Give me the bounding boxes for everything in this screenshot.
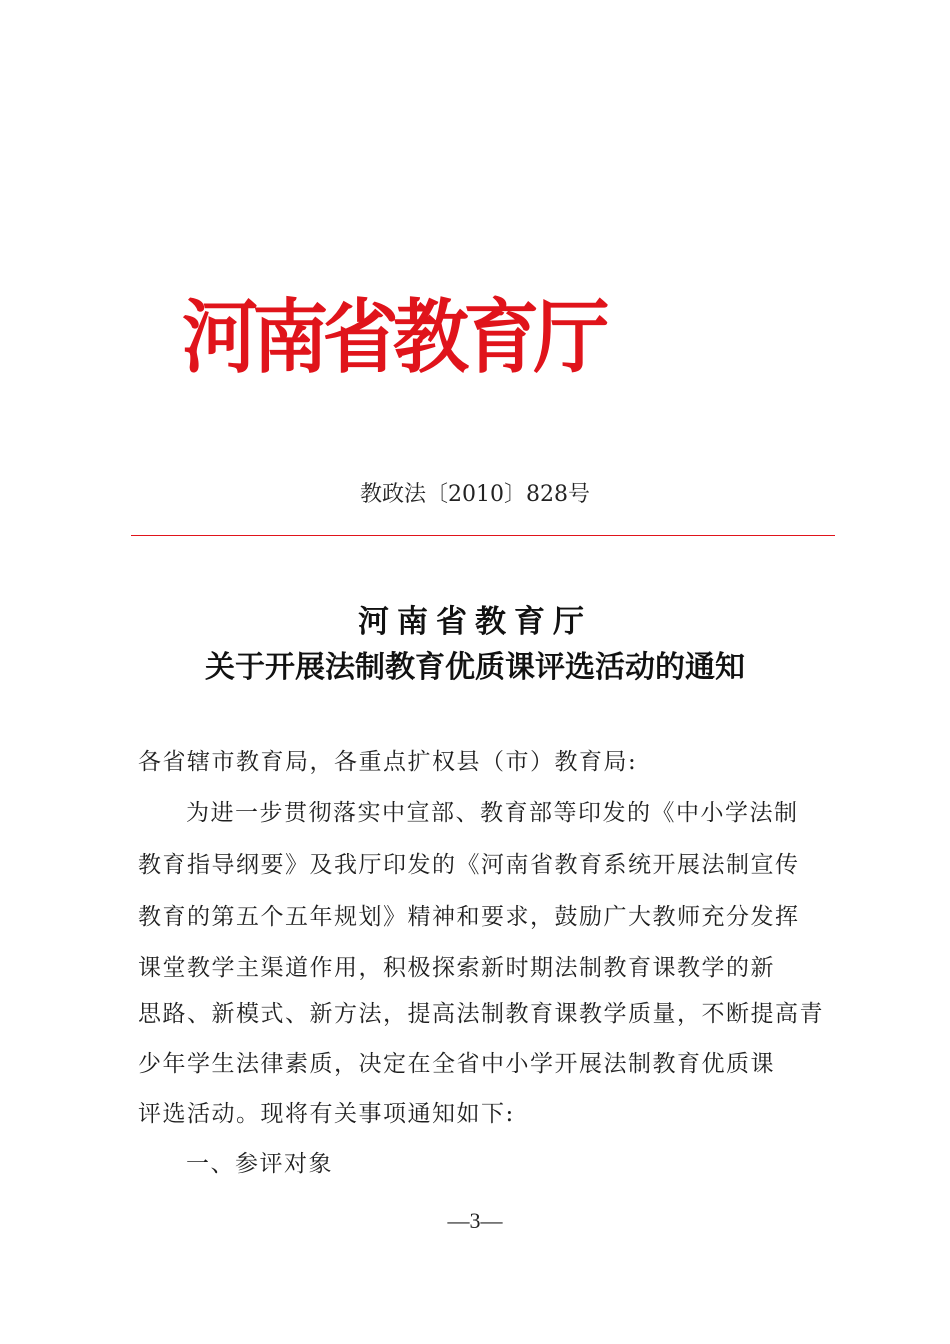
addressee-line: 各省辖市教育局，各重点扩权县（市）教育局:	[138, 749, 638, 775]
notice-title-subject: 关于开展法制教育优质课评选活动的通知	[205, 650, 745, 685]
paragraph-line: 少年学生法律素质，决定在全省中小学开展法制教育优质课	[138, 1051, 775, 1077]
paragraph-line: 课堂教学主渠道作用，积极探索新时期法制教育课教学的新	[138, 955, 775, 981]
notice-title-issuer: 河南省教育厅	[358, 604, 592, 640]
page-number: —3—	[447, 1208, 503, 1233]
section-heading: 一、参评对象	[186, 1151, 333, 1177]
paragraph-line: 评选活动。现将有关事项通知如下:	[138, 1101, 515, 1127]
paragraph-line: 教育指导纲要》及我厅印发的《河南省教育系统开展法制宣传	[138, 852, 800, 878]
red-divider-line	[131, 535, 835, 536]
paragraph-line: 思路、新模式、新方法，提高法制教育课教学质量，不断提高青	[138, 1001, 824, 1027]
paragraph-line: 教育的第五个五年规划》精神和要求，鼓励广大教师充分发挥	[138, 904, 800, 930]
paragraph-line: 为进一步贯彻落实中宣部、教育部等印发的《中小学法制	[186, 800, 799, 826]
document-number: 教政法〔2010〕828号	[360, 482, 590, 507]
letterhead-title: 河南省教育厅	[182, 291, 604, 384]
